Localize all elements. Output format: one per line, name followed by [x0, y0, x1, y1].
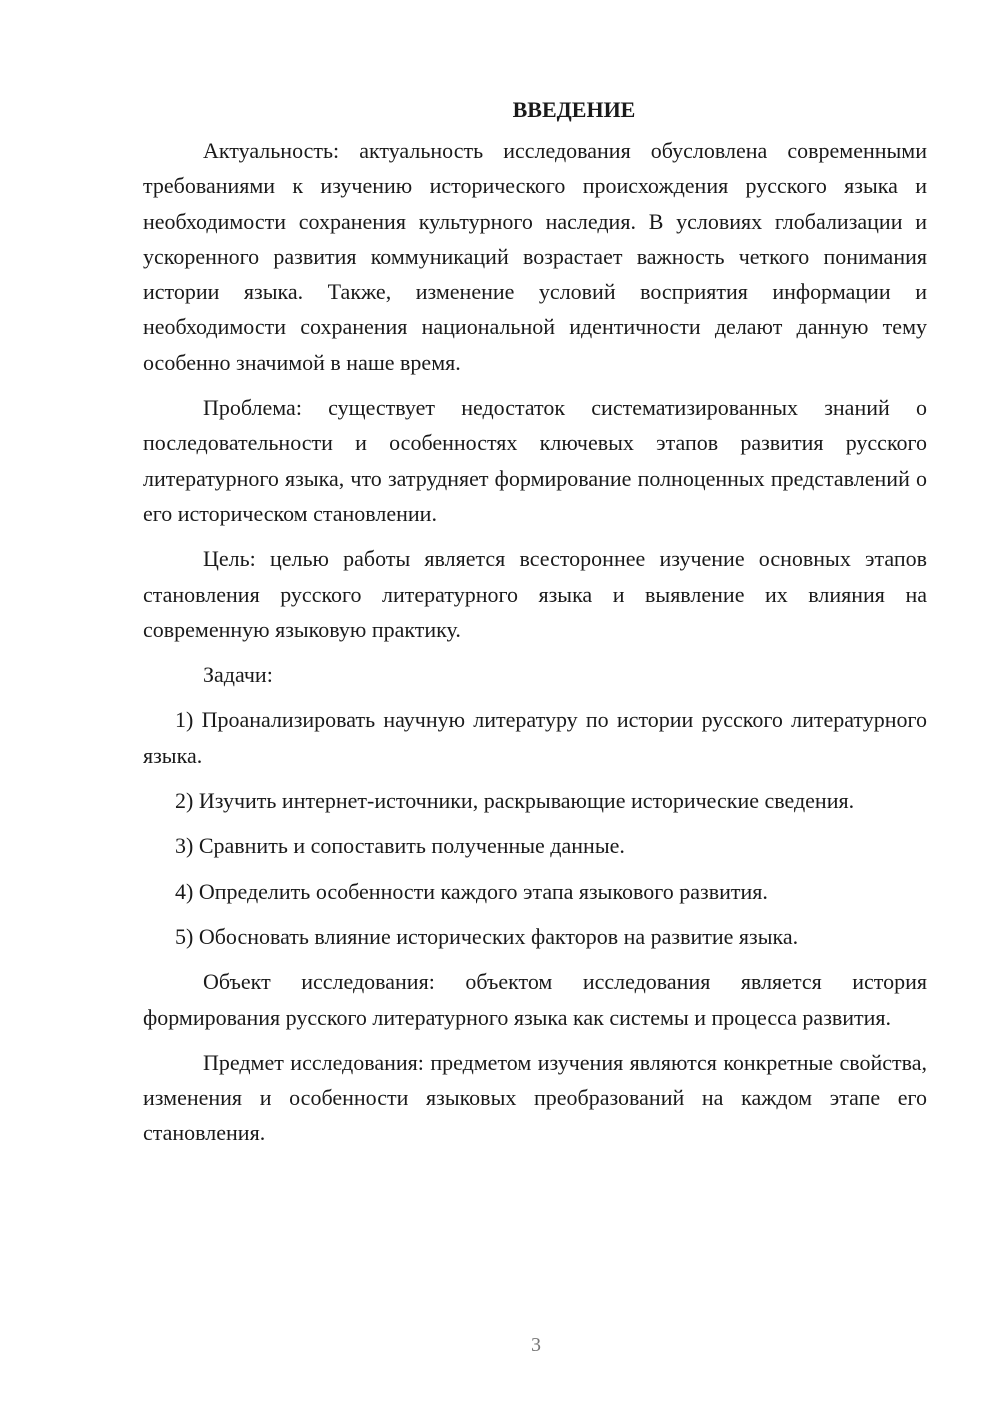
paragraph-relevance: Актуальность: актуальность исследования обусловлена современными требованиями к изучению исторического происхождения русского языка и необходимости сохранения культурного наследия. В условиях глобализации и ускоренного развития коммуникаций возрастает важность четкого понимания истории языка. Также, изменение условий восприятия информации и необходимости сохранения национальной идентичности делают данную тему особенно значимой в наше время. [143, 138, 927, 375]
page-title: ВВЕДЕНИЕ [512, 97, 636, 122]
task-item-3: 3) Сравнить и сопоставить полученные данные. [175, 833, 625, 859]
task-item-5: 5) Обосновать влияние исторических факторов на развитие языка. [175, 923, 799, 949]
paragraph-goal: Цель: целью работы является всестороннее изучение основных этапов становления русского литературного языка и выявление их влияния на современную языковую практику. [143, 546, 927, 642]
task-item-1: 1) Проанализировать научную литературу по истории русского литературного языка. [143, 707, 927, 768]
task-item-4: 4) Определить особенности каждого этапа языкового развития. [175, 878, 768, 904]
page-content [143, 92, 927, 1151]
task-item-2: 2) Изучить интернет-источники, раскрывающие исторические сведения. [175, 788, 855, 814]
tasks-heading: Задачи: [203, 662, 273, 688]
paragraph-subject: Предмет исследования: предметом изучения являются конкретные свойства, изменения и особенности языковых преобразований на каждом этапе его становления. [143, 1049, 927, 1146]
page-number: 3 [531, 1334, 541, 1356]
paragraph-object: Объект исследования: объектом исследования является история формирования русского литературного языка как системы и процесса развития. [143, 969, 927, 1030]
paragraph-problem: Проблема: существует недостаток систематизированных знаний о последовательности и особенностях ключевых этапов развития русского литературного языка, что затрудняет формирование полноценных представлений о его историческом становлении. [143, 395, 927, 526]
